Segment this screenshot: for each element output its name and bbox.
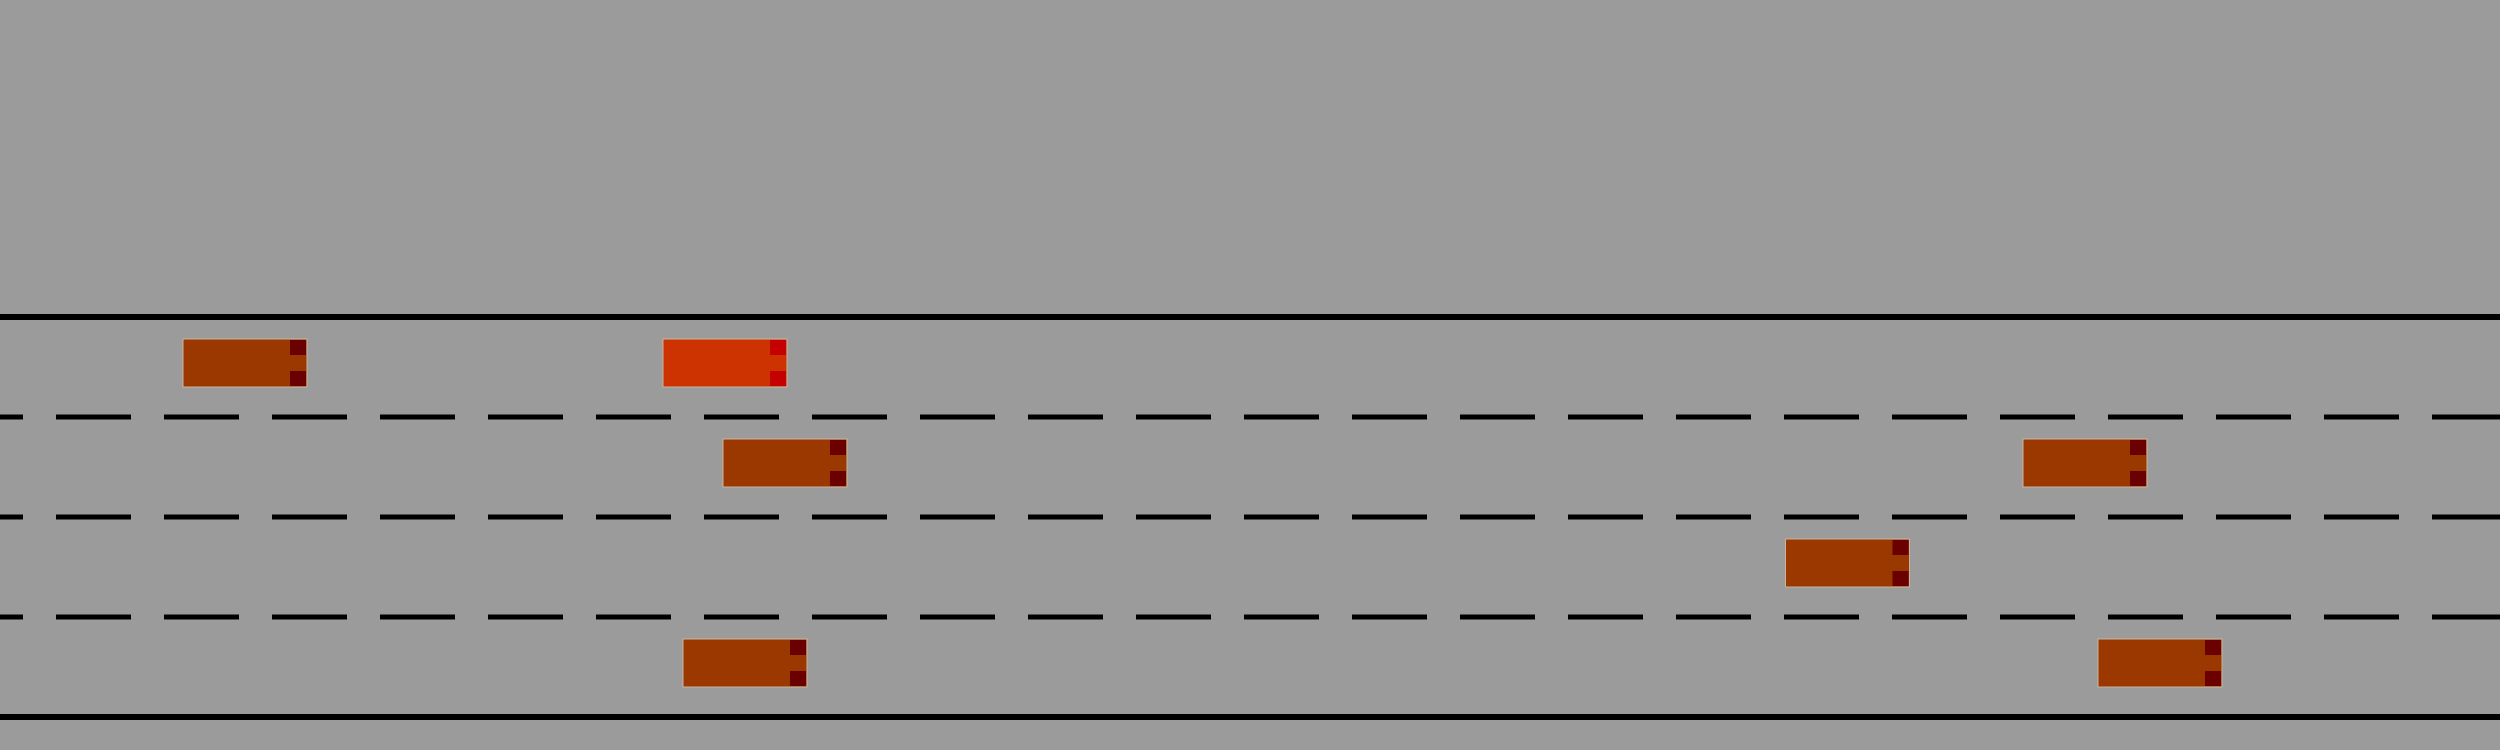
- vehicle-car-6: [2098, 639, 2222, 687]
- lane-dash: [1028, 415, 1103, 420]
- lane-dash: [1676, 415, 1751, 420]
- vehicle-car-2: [723, 439, 847, 487]
- lane-dash: [1460, 515, 1535, 520]
- vehicle-light-right: [1893, 571, 1909, 586]
- lane-dash: [1028, 515, 1103, 520]
- lane-dash: [1568, 515, 1643, 520]
- road-edge-bottom: [0, 714, 2500, 720]
- lane-dash: [704, 615, 779, 620]
- vehicle-body: [2098, 639, 2222, 687]
- vehicle-light-right: [2205, 671, 2221, 686]
- vehicle-car-4: [1786, 539, 1910, 587]
- lane-dash: [2324, 515, 2399, 520]
- lane-dash: [380, 415, 455, 420]
- lane-dash: [1676, 515, 1751, 520]
- vehicle-car-5: [683, 639, 807, 687]
- lane-dash: [2216, 615, 2291, 620]
- lane-dash: [272, 415, 347, 420]
- lane-dash: [56, 515, 131, 520]
- vehicles: [183, 339, 2222, 687]
- vehicle-light-left: [790, 640, 806, 655]
- lane-dash: [1352, 515, 1427, 520]
- ego-vehicle: [663, 339, 787, 387]
- vehicle-light-right: [2130, 471, 2146, 486]
- lane-dash: [56, 615, 131, 620]
- vehicle-light-right: [790, 671, 806, 686]
- lane-dash: [1136, 615, 1211, 620]
- vehicle-body: [1786, 539, 1910, 587]
- lane-dash: [1136, 415, 1211, 420]
- lane-dash: [488, 515, 563, 520]
- lane-dash: [164, 415, 239, 420]
- lane-dash: [2432, 515, 2500, 520]
- lane-divider-3: [0, 615, 2500, 620]
- lane-dash: [1460, 615, 1535, 620]
- lane-divider-2: [0, 515, 2500, 520]
- vehicle-light-left: [290, 340, 306, 355]
- lane-dash: [2108, 415, 2183, 420]
- road-edge-top: [0, 314, 2500, 320]
- lane-dash: [1568, 615, 1643, 620]
- lane-dash: [0, 615, 23, 620]
- vehicle-light-left: [2205, 640, 2221, 655]
- lane-dash: [1244, 415, 1319, 420]
- lane-dash: [1568, 415, 1643, 420]
- lane-dash: [380, 515, 455, 520]
- lane-dash: [596, 415, 671, 420]
- lane-dash: [2324, 615, 2399, 620]
- lane-dash: [1784, 615, 1859, 620]
- lane-dash: [1784, 415, 1859, 420]
- lane-dash: [272, 515, 347, 520]
- lane-dash: [164, 515, 239, 520]
- lane-dash: [812, 615, 887, 620]
- lane-divider-1: [0, 415, 2500, 420]
- lane-dash: [1676, 615, 1751, 620]
- lane-dash: [2108, 615, 2183, 620]
- vehicle-light-right: [770, 371, 786, 386]
- vehicle-car-1: [183, 339, 307, 387]
- vehicle-light-left: [830, 440, 846, 455]
- lane-dash: [1352, 415, 1427, 420]
- vehicle-light-right: [290, 371, 306, 386]
- vehicle-light-left: [770, 340, 786, 355]
- lane-dash: [488, 615, 563, 620]
- lane-dash: [1136, 515, 1211, 520]
- lane-dash: [0, 515, 23, 520]
- lane-dash: [164, 615, 239, 620]
- lane-dash: [56, 415, 131, 420]
- lane-dash: [2216, 415, 2291, 420]
- lane-dash: [380, 615, 455, 620]
- lane-dash: [2108, 515, 2183, 520]
- lane-dash: [812, 515, 887, 520]
- lane-dash: [2000, 515, 2075, 520]
- lane-dash: [272, 615, 347, 620]
- lane-dash: [1244, 615, 1319, 620]
- vehicle-body: [2023, 439, 2147, 487]
- vehicle-light-right: [830, 471, 846, 486]
- vehicle-car-3: [2023, 439, 2147, 487]
- lane-dash: [1352, 615, 1427, 620]
- lane-dash: [2000, 615, 2075, 620]
- lane-dash: [1244, 515, 1319, 520]
- lane-dash: [596, 615, 671, 620]
- vehicle-body: [663, 339, 787, 387]
- lane-dash: [812, 415, 887, 420]
- vehicle-light-left: [2130, 440, 2146, 455]
- lane-dash: [920, 615, 995, 620]
- lane-dash: [704, 415, 779, 420]
- lane-dash: [2432, 615, 2500, 620]
- lane-dash: [704, 515, 779, 520]
- lane-dash: [488, 415, 563, 420]
- lane-dash: [2432, 415, 2500, 420]
- lane-dash: [1784, 515, 1859, 520]
- vehicle-body: [723, 439, 847, 487]
- lane-dash: [2216, 515, 2291, 520]
- vehicle-body: [683, 639, 807, 687]
- lane-dash: [920, 415, 995, 420]
- lane-dash: [1892, 615, 1967, 620]
- lane-dash: [2000, 415, 2075, 420]
- lane-dash: [1892, 415, 1967, 420]
- lane-dash: [596, 515, 671, 520]
- vehicle-body: [183, 339, 307, 387]
- lane-dash: [0, 415, 23, 420]
- lane-dash: [920, 515, 995, 520]
- lane-dash: [1028, 615, 1103, 620]
- lane-dash: [2324, 415, 2399, 420]
- vehicle-light-left: [1893, 540, 1909, 555]
- lane-dash: [1460, 415, 1535, 420]
- lane-dash: [1892, 515, 1967, 520]
